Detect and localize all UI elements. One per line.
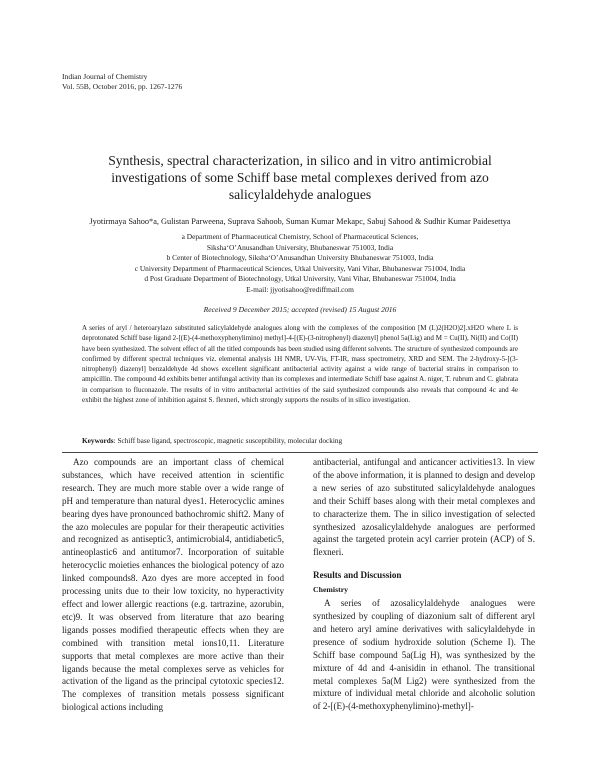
subsection-heading: Chemistry — [313, 585, 349, 595]
section-heading: Results and Discussion — [313, 570, 402, 581]
journal-header — [62, 72, 182, 92]
journal-volume: Vol. 55B, October 2016, pp. 1267-1276 — [62, 82, 183, 91]
affiliation-line: b Center of Biotechnology, Siksha‘O’Anusandhan University Bhubaneswar 751003, India — [166, 253, 434, 263]
title-line-3: salicylaldehyde analogues — [228, 187, 372, 202]
received-dates: Received 9 December 2015; accepted (revised) 15 August 2016 — [203, 305, 397, 314]
affiliation-line: Siksha‘O’Anusandhan University, Bhubaneswar 751003, India — [206, 242, 394, 252]
affiliations — [40, 232, 560, 296]
contact-email: E-mail: jjyotisahoo@rediffmail.com — [246, 284, 354, 294]
affiliation-line: c University Department of Pharmaceutical Sciences, Utkal University, Vani Vihar, Bhubaneswar 751004, India — [134, 263, 466, 273]
paper-title — [60, 152, 540, 203]
intro-paragraph: Azo compounds are an important class of chemical substances, which have received attention in scientific research. They are much more stable over a wide range of pH and temperature than natural dyes1. Heterocyclic amines bearing dyes have pronounced bathochromic shift2. Many of the azo molecules are popular for their therapeutic activities and recognized as antiseptic3, antimicrobial4, antidiabetic5, antineoplastic6 and antitumor7. Incorporation of suitable heterocyclic moieties enhances the biological potency of azo linked compounds8. Azo dyes are more accepted in food processing units due to their low toxicity, no hyperactivity effect and lower allergic reactions (e.g. tartrazine, azorubin, etc)9. It was observed from literature that azo bearing ligands posses modified therapeutic effects when they are combined with transition metal ions10,11. Literature supports that metal complexes are more active than their ligands because the metal complexes serve as vehicles for activation of the ligand as the principal cytotoxic species12. The complexes of transition metals possess significant biological actions including — [62, 457, 284, 713]
keywords-label: Keywords — [82, 436, 114, 445]
body-column-right — [313, 456, 535, 713]
keywords — [82, 436, 518, 445]
title-line-1: Synthesis, spectral characterization, in silico and in vitro antimicrobial — [108, 153, 492, 168]
body-column-left — [62, 456, 284, 714]
section-divider — [62, 452, 538, 453]
title-line-2: investigations of some Schiff base metal complexes derived from azo — [111, 170, 489, 185]
author-list: Jyotirmaya Sahoo*a, Gulistan Parweena, Suprava Sahoob, Suman Kumar Mekapc, Sabuj Sahood & Sudhir Kumar Paidesettya — [89, 217, 511, 226]
keywords-text: : Schiff base ligand, spectroscopic, magnetic susceptibility, molecular docking — [113, 436, 343, 445]
abstract: A series of aryl / heteroarylazo substituted salicylaldehyde analogues along with the complexes of the composition [M (L)2(H2O)2].xH2O where L is deprotonated Schiff base ligand 2-[(E)-(4-methoxyphenylimino) methyl]-4-[(E)-(3-nitrophenyl) diazenyl] phenol 5a(Lig) and M = Cu(II), Ni(II) and Co(II) have been synthesized. The solvent effect of all the titled compounds has been studied using different solvents. The structure of synthesized compounds are confirmed by different spectral techniques viz. elemental analysis 1H NMR, UV-Vis, FT-IR, mass spectrometry, XRD and SEM. The 2-hydroxy-5-[(3-nitrophenyl) diazenyl] benzaldehyde 4d shows excellent significant antibacterial activity against a wide range of bacterial strains in comparison to ampicillin. The compound 4d exhibits better antifungal activity than its complexes and intermediate Schiff base against A. niger, T. rubrum and C. glabrata in comparison to fluconazole. The results of in vitro antibacterial activities of the said synthesized compounds also reveals that compound 4c and 4e exhibit the highest zone of inhibition against S. flexneri, which strongly supports the results of in silico investigation. — [82, 324, 518, 405]
affiliation-line: d Post Graduate Department of Biotechnology, Utkal University, Vani Vihar, Bhubaneswar 751004, India — [144, 274, 456, 284]
affiliation-line: a Department of Pharmaceutical Chemistry, School of Pharmaceutical Sciences, — [181, 232, 419, 241]
journal-name: Indian Journal of Chemistry — [62, 72, 148, 81]
chemistry-paragraph: A series of azosalicylaldehyde analogues were synthesized by coupling of diazonium salt of different aryl and hetero aryl amine derivatives with salicylaldehyde in presence of sodium hydroxide solution (Scheme I). The Schiff base compound 5a(Lig H), was synthesized by the mixture of 4d and 4-anisidin in ethanol. The transitional metal complexes 5a(M Lig2) were synthesized from the mixture of individual metal chloride and alcoholic solution of 2-[(E)-(4-methoxyphenylimino)-methyl]- — [313, 598, 535, 712]
intro-paragraph-continued: antibacterial, antifungal and anticancer activities13. In view of the above information, it is planned to design and develop a new series of azo substituted salicylaldehyde analogues and their Schiff bases along with their metal complexes and to characterize them. The in silico investigation of selected synthesized azosalicylaldehyde analogues are performed against the targeted protein acyl carrier protein (ACP) of S. flexneri. — [313, 457, 535, 558]
